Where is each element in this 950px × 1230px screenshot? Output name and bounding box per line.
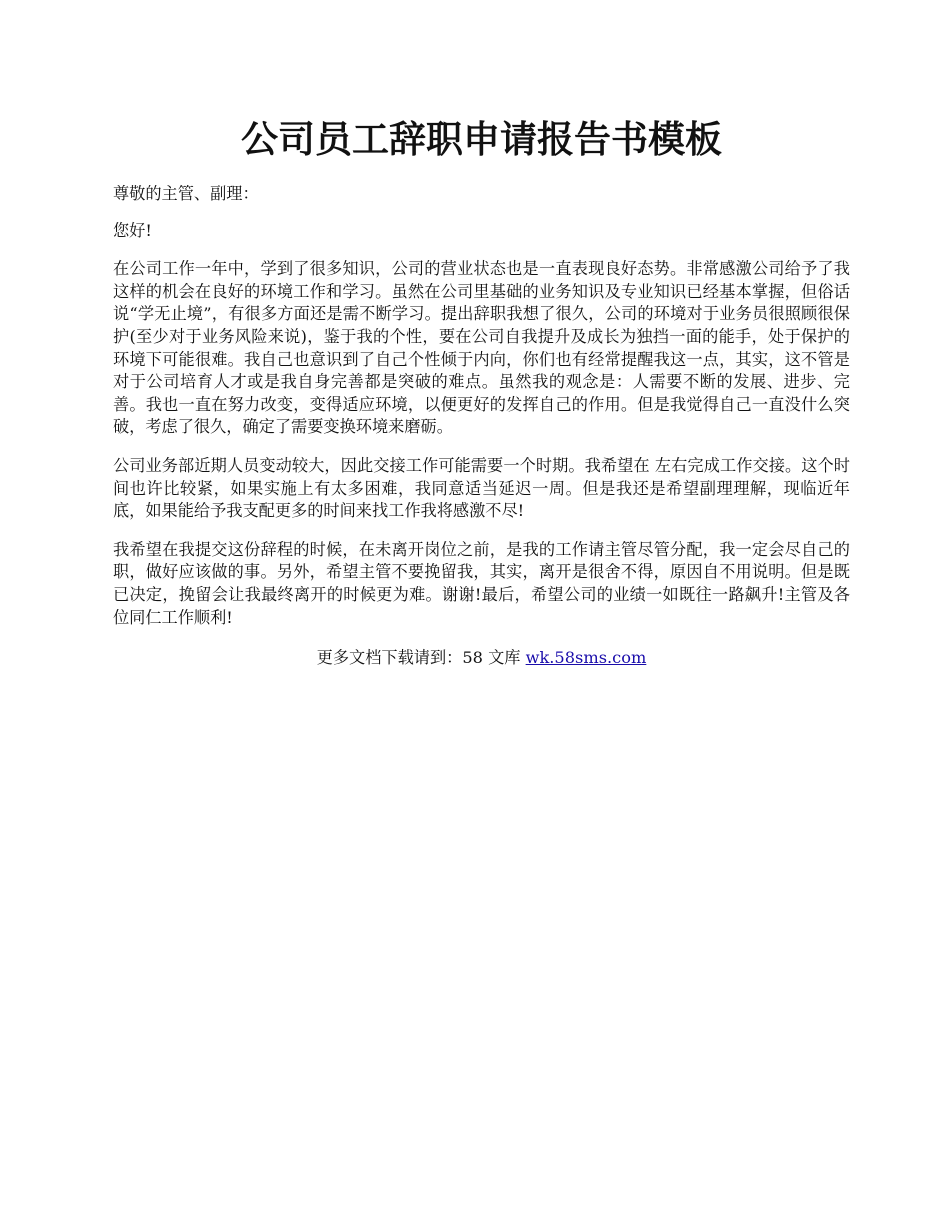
body-paragraph-3: 我希望在我提交这份辞程的时候，在未离开岗位之前，是我的工作请主管尽管分配，我一定会尽自己的职，做好应该做的事。另外，希望主管不要挽留我，其实，离开是很舍不得，原因自不用说明。但是既已决定，挽留会让我最终离开的时候更为难。谢谢!最后，希望公司的业绩一如既往一路飙升!主管及各位同仁工作顺利!: [113, 539, 850, 627]
download-site-link[interactable]: wk.58sms.com: [525, 648, 647, 668]
body-paragraph-2: 公司业务部近期人员变动较大，因此交接工作可能需要一个时期。我希望在 左右完成工作交接。这个时间也许比较紧，如果实施上有太多困难，我同意适当延迟一周。但是我还是希望副理理解，现临近年底，如果能给予我支配更多的时间来找工作我将感激不尽!: [113, 455, 850, 521]
document-page: [113, 105, 850, 669]
document-title: 公司员工辞职申请报告书模板: [241, 117, 722, 161]
body-paragraph-1: 在公司工作一年中，学到了很多知识，公司的营业状态也是一直表现良好态势。非常感激公司给予了我这样的机会在良好的环境工作和学习。虽然在公司里基础的业务知识及专业知识已经基本掌握，但俗话说“学无止境”，有很多方面还是需不断学习。提出辞职我想了很久，公司的环境对于业务员很照顾很保护(至少对于业务风险来说)，鉴于我的个性，要在公司自我提升及成长为独挡一面的能手，处于保护的环境下可能很难。我自己也意识到了自己个性倾于内向，你们也有经常提醒我这一点，其实，这不管是对于公司培育人才或是我自身完善都是突破的难点。虽然我的观念是：人需要不断的发展、进步、完善。我也一直在努力改变，变得适应环境，以便更好的发挥自己的作用。但是我觉得自己一直没什么突破，考虑了很久，确定了需要变换环境来磨砺。: [113, 259, 850, 437]
footer-text: 更多文档下载请到：58 文库: [316, 648, 526, 668]
salutation: 尊敬的主管、副理：: [113, 184, 259, 203]
greeting: 您好!: [113, 220, 152, 240]
download-footer: [113, 647, 850, 669]
